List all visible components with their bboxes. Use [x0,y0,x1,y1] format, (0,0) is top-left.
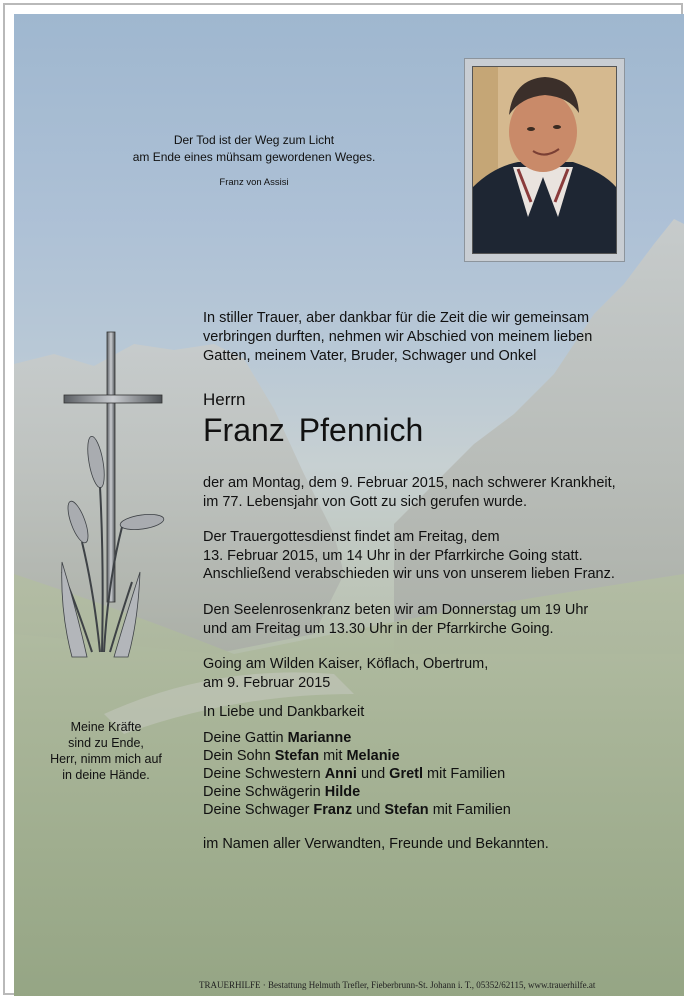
rosary-line-2: und am Freitag um 13.30 Uhr in der Pfarrkirche Going. [203,620,554,637]
salutation: Herrn [203,390,246,409]
first-name: Franz [203,412,285,448]
verse-line-2: sind zu Ende, [68,736,144,750]
death-paragraph [203,474,653,511]
verse-line-4: in deine Hände. [62,768,150,782]
funeral-line-3: Anschließend verabschieden wir uns von unserem lieben Franz. [203,566,615,582]
intro-line-2: verbringen durften, nehmen wir Abschied von meinem lieben [203,329,593,345]
quote-line-2: am Ende eines mühsam gewordenen Weges. [132,150,376,164]
intro-text [203,309,643,366]
portrait-photo [472,66,617,254]
obituary-card [14,14,684,996]
verse-line-3: Herr, nimm mich auf [50,752,162,766]
closing-line: In Liebe und Dankbarkeit [203,704,365,720]
place-date-paragraph [203,655,653,692]
intro-line-3: Gatten, meinem Vater, Bruder, Schwager und Onkel [203,348,537,364]
cross-with-wheat-icon [42,322,172,662]
funeral-paragraph [203,528,653,584]
death-line-1: der am Montag, dem 9. Februar 2015, nach schwerer Krankheit, [203,475,616,491]
family-member-line: Deine Schwestern Anni und Gretl mit Familien [203,766,506,782]
quote-line-1: Der Tod ist der Weg zum Licht [173,133,335,147]
side-verse [46,719,166,783]
quote-author: Franz von Assisi [219,177,289,188]
quote-block [94,132,414,191]
rosary-line-1: Den Seelenrosenkranz beten wir am Donnerstag um 19 Uhr [203,602,589,618]
family-member-line: Deine Schwägerin Hilde [203,784,361,800]
names-all-line: im Namen aller Verwandten, Freunde und Bekannten. [203,836,549,852]
funeral-line-2: 13. Februar 2015, um 14 Uhr in der Pfarrkirche Going statt. [203,547,583,564]
rosary-paragraph [203,601,653,638]
intro-line-1: In stiller Trauer, aber dankbar für die Zeit die wir gemeinsam [203,310,590,326]
place-line: Going am Wilden Kaiser, Köflach, Obertrum, [203,656,489,672]
death-line-2: im 77. Lebensjahr von Gott zu sich gerufen wurde. [203,493,528,510]
family-list [203,729,511,819]
page-frame [3,3,683,995]
funeral-line-1: Der Trauergottesdienst findet am Freitag, dem [203,529,500,545]
verse-line-1: Meine Kräfte [70,720,142,734]
last-name: Pfennich [298,412,424,448]
date-line: am 9. Februar 2015 [203,674,331,691]
family-member-line: Deine Schwager Franz und Stefan mit Familien [203,802,511,818]
portrait-frame [464,58,625,262]
family-member-line: Dein Sohn Stefan mit Melanie [203,748,400,764]
footer-imprint: TRAUERHILFE · Bestattung Helmuth Trefler, Fieberbrunn-St. Johann i. T., 05352/62115, www.trauerhilfe.at [199,980,596,990]
deceased-name [203,412,423,449]
family-member-line: Deine Gattin Marianne [203,730,352,746]
